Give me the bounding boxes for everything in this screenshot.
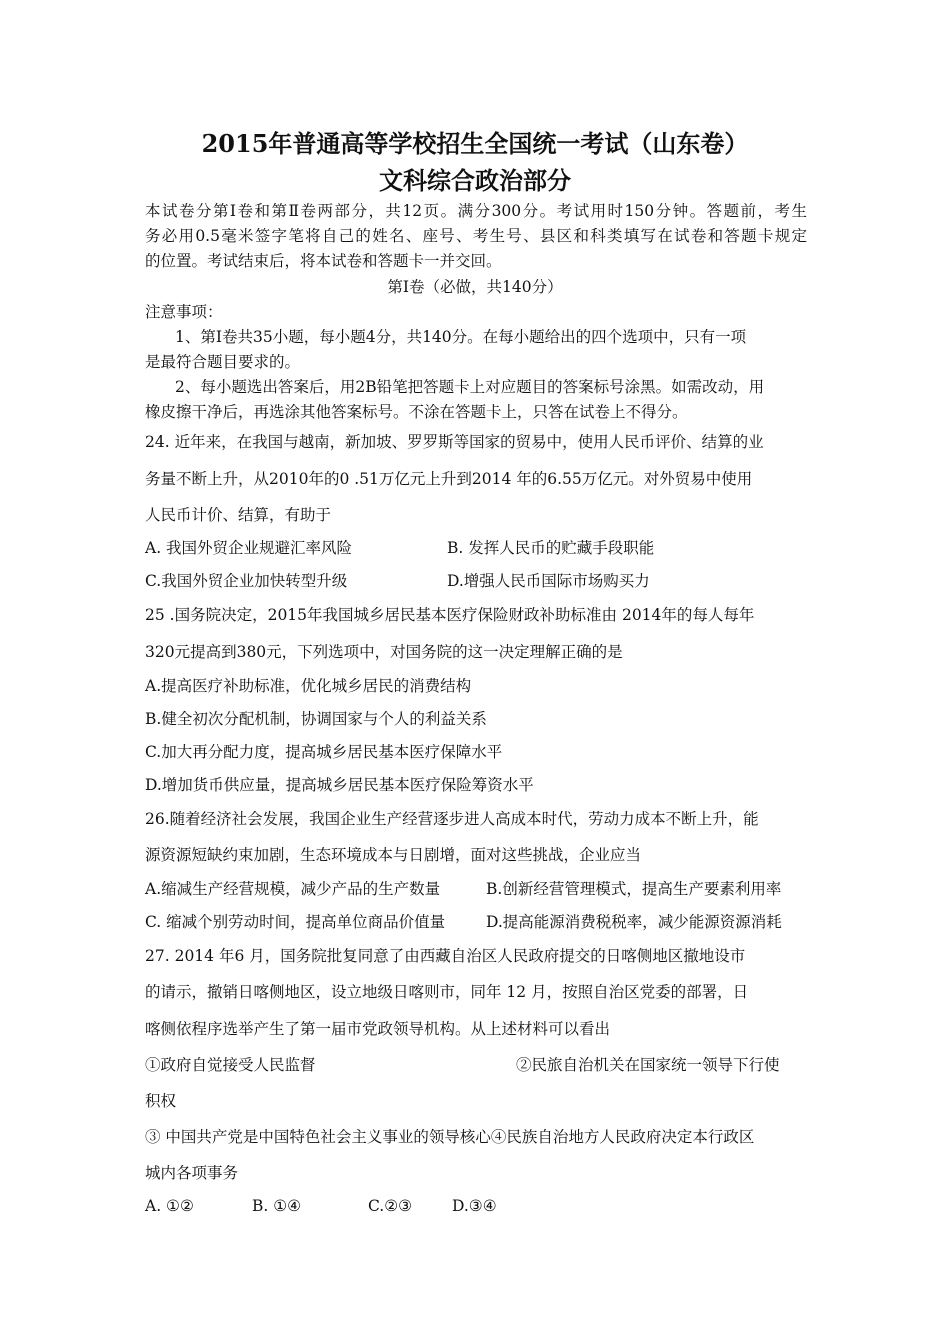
q25-option-a: A.提高医疗补助标准，优化城乡居民的消费结构 bbox=[145, 677, 472, 695]
note-2-line-1: 2、每小题选出答案后，用2B铅笔把答题卡上对应题目的答案标号涂黑。如需改动，用 bbox=[175, 378, 765, 396]
q27-line-2: 的请示，撤销日喀侧地区，设立地级日喀则市，同年 12 月，按照自治区党委的部署，日 bbox=[145, 983, 749, 1001]
q26-option-c: C. 缩减个别劳动时间，提高单位商品价值量 bbox=[145, 913, 446, 931]
note-2-line-2: 橡皮擦干净后，再选涂其他答案标号。不涂在答题卡上，只答在试卷上不得分。 bbox=[145, 403, 688, 421]
section-title: 第Ⅰ卷（必做，共140分） bbox=[387, 278, 563, 296]
page-subtitle: 文科综合政治部分 bbox=[379, 166, 571, 195]
q24-line-1: 24. 近年来，在我国与越南，新加坡、罗罗斯等国家的贸易中，使用人民币评价、结算的业 bbox=[145, 433, 764, 451]
q27-line-3: 喀侧依程序选举产生了第一届市党政领导机构。从上述材料可以看出 bbox=[145, 1020, 611, 1038]
q24-option-c: C.我国外贸企业加快转型升级 bbox=[145, 572, 348, 590]
q27-answer-b: B. ①④ bbox=[252, 1197, 302, 1215]
q25-option-c: C.加大再分配力度，提高城乡居民基本医疗保障水平 bbox=[145, 743, 503, 761]
q27-line-1: 27. 2014 年6 月，国务院批复同意了由西藏自治区人民政府提交的日喀侧地区撤地设市 bbox=[145, 947, 746, 965]
q27-answer-a: A. ①② bbox=[145, 1197, 194, 1215]
q27-item-4-continued: 城内各项事务 bbox=[145, 1164, 239, 1182]
q25-option-b: B.健全初次分配机制，协调国家与个人的利益关系 bbox=[145, 710, 487, 728]
q27-item-1: ①政府自觉接受人民监督 bbox=[145, 1056, 316, 1074]
q26-line-1: 26.随着经济社会发展，我国企业生产经营逐步进人高成本时代，劳动力成本不断上升，能 bbox=[145, 810, 759, 828]
q24-option-a: A. 我国外贸企业规避汇率风险 bbox=[145, 539, 353, 557]
q26-option-d: D.提高能源消费税税率，减少能源资源消耗 bbox=[486, 913, 782, 931]
q27-item-2-continued: 积权 bbox=[145, 1092, 177, 1110]
q24-line-2: 务量不断上升，从2010年的0 .51万亿元上升到2014 年的6.55万亿元。对外贸易中使用 bbox=[145, 470, 753, 488]
notes-label: 注意事项： bbox=[145, 303, 223, 321]
q25-line-2: 320元提高到380元，下列选项中，对国务院的这一决定理解正确的是 bbox=[145, 643, 623, 661]
q24-option-b: B. 发挥人民币的贮藏手段职能 bbox=[447, 539, 655, 557]
note-1-line-1: 1、第Ⅰ卷共35小题，每小题4分，共140分。在每小题给出的四个选项中，只有一项 bbox=[175, 328, 747, 346]
intro-line-1: 本试卷分第Ⅰ卷和第Ⅱ卷两部分，共12页。满分300分。考试用时150分钟。答题前，考生 bbox=[145, 202, 807, 220]
q27-answer-d: D.③④ bbox=[452, 1197, 497, 1215]
q25-line-1: 25 .国务院决定，2015年我国城乡居民基本医疗保险财政补助标准由 2014年的每人每年 bbox=[145, 606, 755, 624]
note-1-line-2: 是最符合题目要求的。 bbox=[145, 353, 301, 371]
q24-line-3: 人民币计价、结算，有助于 bbox=[145, 506, 332, 524]
page-title: 2015年普通高等学校招生全国统一考试（山东卷） bbox=[201, 129, 749, 158]
q26-option-a: A.缩减生产经营规模，减少产品的生产数量 bbox=[145, 880, 441, 898]
q27-items-3-4: ③ 中国共产党是中国特色社会主义事业的领导核心④民族自治地方人民政府决定本行政区 bbox=[145, 1128, 755, 1146]
q25-option-d: D.增加货币供应量，提高城乡居民基本医疗保险筹资水平 bbox=[145, 776, 534, 794]
q27-item-2: ②民旅自治机关在国家统一领导下行使 bbox=[516, 1056, 780, 1074]
q24-option-d: D.增强人民币国际市场购买力 bbox=[447, 572, 650, 590]
intro-line-3: 的位置。考试结束后，将本试卷和答题卡一并交回。 bbox=[145, 252, 502, 270]
q26-option-b: B.创新经营管理模式，提高生产要素利用率 bbox=[486, 880, 782, 898]
q26-line-2: 源资源短缺约束加剧，生态环境成本与日剧增，面对这些挑战，企业应当 bbox=[145, 846, 642, 864]
intro-line-2: 务必用0.5毫米签字笔将自己的姓名、座号、考生号、县区和科类填写在试卷和答题卡规定 bbox=[145, 227, 807, 245]
q27-answer-c: C.②③ bbox=[368, 1197, 413, 1215]
